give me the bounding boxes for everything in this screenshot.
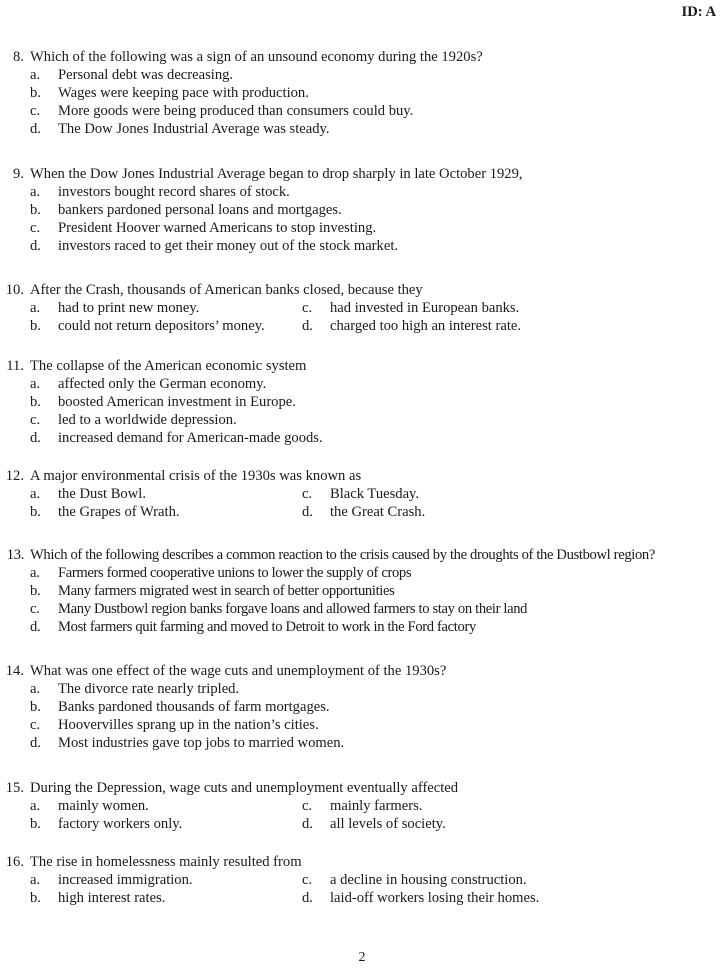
- option-text: Many Dustbowl region banks forgave loans and allowed farmers to stay on their land: [58, 601, 528, 617]
- option-text: investors bought record shares of stock.: [58, 184, 290, 200]
- option-letter: a.: [30, 798, 41, 814]
- option-letter: c.: [302, 798, 313, 814]
- question-number: 16.: [5, 854, 24, 870]
- document-id-label: ID: A: [681, 4, 716, 20]
- option-text: The divorce rate nearly tripled.: [58, 681, 240, 697]
- question-stem-line: [0, 281, 724, 299]
- option-text: laid-off workers losing their homes.: [330, 890, 540, 906]
- option-row: [0, 317, 724, 335]
- option-letter: b.: [30, 202, 41, 218]
- option-letter: c.: [30, 717, 41, 733]
- option-letter: c.: [30, 412, 41, 428]
- question-stem-line: [0, 357, 724, 375]
- question-stem: A major environmental crisis of the 1930s was known as: [30, 468, 362, 484]
- option-text: increased immigration.: [58, 872, 193, 888]
- question-stem: When the Dow Jones Industrial Average began to drop sharply in late October 1929,: [30, 166, 523, 182]
- option-row: [0, 618, 724, 636]
- option-text: charged too high an interest rate.: [330, 318, 522, 334]
- option-letter: a.: [30, 376, 41, 392]
- option-text: Farmers formed cooperative unions to lower the supply of crops: [58, 565, 412, 581]
- option-letter: c.: [30, 601, 40, 617]
- option-letter: b.: [30, 504, 41, 520]
- option-letter: b.: [30, 816, 41, 832]
- option-row: [0, 815, 724, 833]
- option-text: The Dow Jones Industrial Average was steady.: [58, 121, 330, 137]
- question-stem: Which of the following describes a common reaction to the crisis caused by the droughts of the Dustbowl region?: [30, 547, 655, 563]
- option-letter: a.: [30, 486, 41, 502]
- option-letter: d.: [302, 890, 313, 906]
- option-row: [0, 183, 724, 201]
- option-letter: a.: [30, 872, 41, 888]
- option-letter: d.: [302, 318, 313, 334]
- question-number: 11.: [6, 358, 24, 374]
- question-number: 13.: [6, 547, 24, 563]
- option-letter: b.: [30, 699, 41, 715]
- option-letter: c.: [30, 103, 41, 119]
- option-text: the Dust Bowl.: [58, 486, 146, 502]
- option-row: [0, 429, 724, 447]
- question-stem-line: [0, 467, 724, 485]
- option-text: bankers pardoned personal loans and mortgages.: [58, 202, 342, 218]
- option-letter: b.: [30, 890, 41, 906]
- option-text: affected only the German economy.: [58, 376, 267, 392]
- option-text: Most industries gave top jobs to married women.: [58, 735, 345, 751]
- page-number: 2: [358, 950, 366, 965]
- option-row: [0, 582, 724, 600]
- question-stem: The rise in homelessness mainly resulted from: [30, 854, 302, 870]
- question-stem: After the Crash, thousands of American banks closed, because they: [30, 282, 423, 298]
- option-text: mainly farmers.: [330, 798, 423, 814]
- question-8: [0, 48, 724, 138]
- option-letter: a.: [30, 565, 40, 581]
- option-row: [0, 600, 724, 618]
- option-text: More goods were being produced than consumers could buy.: [58, 103, 414, 119]
- option-letter: c.: [302, 300, 313, 316]
- option-text: President Hoover warned Americans to stop investing.: [58, 220, 377, 236]
- question-stem-line: [0, 48, 724, 66]
- question-number: 8.: [13, 49, 24, 65]
- question-stem: Which of the following was a sign of an unsound economy during the 1920s?: [30, 49, 483, 65]
- option-text: had to print new money.: [58, 300, 200, 316]
- option-letter: c.: [30, 220, 41, 236]
- question-number: 14.: [5, 663, 24, 679]
- question-stem: What was one effect of the wage cuts and unemployment of the 1930s?: [30, 663, 447, 679]
- option-text: a decline in housing construction.: [330, 872, 527, 888]
- option-letter: d.: [30, 735, 41, 751]
- option-text: led to a worldwide depression.: [58, 412, 237, 428]
- option-text: all levels of society.: [330, 816, 446, 832]
- question-stem-line: [0, 546, 724, 564]
- question-10: [0, 281, 724, 335]
- option-text: Hoovervilles sprang up in the nation’s cities.: [58, 717, 319, 733]
- option-row: [0, 102, 724, 120]
- option-text: investors raced to get their money out of the stock market.: [58, 238, 399, 254]
- option-letter: b.: [30, 318, 41, 334]
- option-row: [0, 299, 724, 317]
- option-row: [0, 485, 724, 503]
- question-stem-line: [0, 662, 724, 680]
- question-13: [0, 546, 724, 636]
- option-row: [0, 716, 724, 734]
- option-row: [0, 698, 724, 716]
- option-row: [0, 503, 724, 521]
- option-text: Personal debt was decreasing.: [58, 67, 234, 83]
- option-letter: c.: [302, 872, 313, 888]
- option-letter: a.: [30, 67, 41, 83]
- option-text: Black Tuesday.: [330, 486, 420, 502]
- option-letter: d.: [30, 619, 41, 635]
- option-row: [0, 66, 724, 84]
- question-15: [0, 779, 724, 833]
- question-11: [0, 357, 724, 447]
- option-text: Many farmers migrated west in search of better opportunities: [58, 583, 395, 599]
- question-number: 10.: [5, 282, 24, 298]
- question-number: 9.: [13, 166, 24, 182]
- option-row: [0, 201, 724, 219]
- option-text: could not return depositors’ money.: [58, 318, 265, 334]
- option-letter: d.: [302, 504, 313, 520]
- option-letter: a.: [30, 300, 41, 316]
- option-letter: b.: [30, 583, 41, 599]
- option-row: [0, 219, 724, 237]
- question-stem-line: [0, 779, 724, 797]
- question-12: [0, 467, 724, 521]
- question-16: [0, 853, 724, 907]
- question-stem-line: [0, 853, 724, 871]
- option-text: Banks pardoned thousands of farm mortgages.: [58, 699, 330, 715]
- option-row: [0, 871, 724, 889]
- question-number: 12.: [5, 468, 24, 484]
- option-letter: a.: [30, 681, 41, 697]
- option-row: [0, 680, 724, 698]
- option-row: [0, 411, 724, 429]
- option-text: Wages were keeping pace with production.: [58, 85, 309, 101]
- option-letter: a.: [30, 184, 41, 200]
- option-text: increased demand for American-made goods.: [58, 430, 323, 446]
- option-letter: d.: [30, 430, 41, 446]
- option-letter: d.: [30, 238, 41, 254]
- question-stem: During the Depression, wage cuts and unemployment eventually affected: [30, 780, 459, 796]
- option-text: the Great Crash.: [330, 504, 426, 520]
- option-text: had invested in European banks.: [330, 300, 520, 316]
- option-letter: d.: [302, 816, 313, 832]
- option-row: [0, 393, 724, 411]
- option-row: [0, 889, 724, 907]
- option-letter: d.: [30, 121, 41, 137]
- option-text: factory workers only.: [58, 816, 183, 832]
- option-row: [0, 797, 724, 815]
- option-text: boosted American investment in Europe.: [58, 394, 296, 410]
- option-text: high interest rates.: [58, 890, 166, 906]
- option-row: [0, 564, 724, 582]
- question-9: [0, 165, 724, 255]
- option-row: [0, 120, 724, 138]
- option-row: [0, 375, 724, 393]
- question-stem: The collapse of the American economic system: [30, 358, 307, 374]
- option-text: mainly women.: [58, 798, 149, 814]
- option-letter: b.: [30, 394, 41, 410]
- question-number: 15.: [5, 780, 24, 796]
- option-text: Most farmers quit farming and moved to Detroit to work in the Ford factory: [58, 619, 476, 635]
- option-text: the Grapes of Wrath.: [58, 504, 180, 520]
- question-stem-line: [0, 165, 724, 183]
- question-14: [0, 662, 724, 752]
- option-row: [0, 237, 724, 255]
- option-row: [0, 84, 724, 102]
- option-row: [0, 734, 724, 752]
- option-letter: b.: [30, 85, 41, 101]
- option-letter: c.: [302, 486, 313, 502]
